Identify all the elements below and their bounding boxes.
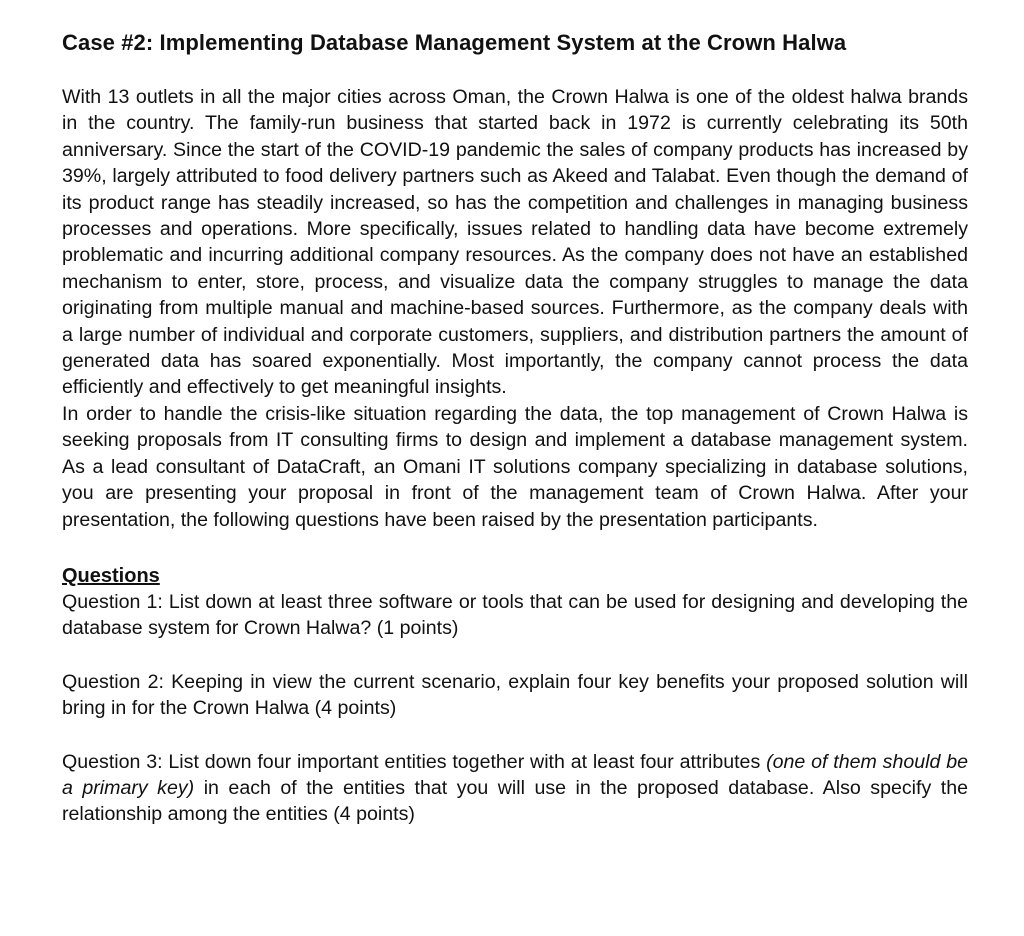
- question-2: Question 2: Keeping in view the current scenario, explain four key benefits your proposed solution will bring in for the Crown Halwa (4 points): [62, 670, 968, 720]
- question-3: [62, 749, 968, 828]
- question-3-text-end: in each of the entities that you will use in the proposed database. Also specify the relationship among the entities (4 points): [62, 776, 968, 826]
- document-title: Case #2: Implementing Database Management System at the Crown Halwa: [62, 30, 847, 55]
- question-1: Question 1: List down at least three software or tools that can be used for designing and developing the database system for Crown Halwa? (1 points): [62, 590, 968, 640]
- case-paragraph-2: In order to handle the crisis-like situation regarding the data, the top management of Crown Halwa is seeking proposals from IT consulting firms to design and implement a database management system. As a lead consultant of DataCraft, an Omani IT solutions company specializing in database solutions, you are presenting your proposal in front of the management team of Crown Halwa. After your presentation, the following questions have been raised by the presentation participants.: [62, 402, 968, 531]
- question-3-text-start: Question 3: List down four important entities together with at least four attributes: [62, 750, 767, 773]
- case-paragraph-1: With 13 outlets in all the major cities across Oman, the Crown Halwa is one of the oldest halwa brands in the country. The family-run business that started back in 1972 is currently celebrating its 50th anniversary. Since the start of the COVID-19 pandemic the sales of company products has increased by 39%, largely attributed to food delivery partners such as Akeed and Talabat. Even though the demand of its product range has steadily increased, so has the competition and challenges in managing business processes and operations. More specifically, issues related to handling data have become extremely problematic and incurring additional company resources. As the company does not have an established mechanism to enter, store, process, and visualize data the company struggles to manage the data originating from multiple manual and machine-based sources. Furthermore, as the company deals with a large number of individual and corporate customers, suppliers, and distribution partners the amount of generated data has soared exponentially. Most importantly, the company cannot process the data efficiently and effectively to get meaningful insights.: [62, 86, 968, 399]
- questions-heading: Questions: [62, 564, 160, 587]
- question-3-italic-note: (one of them should be a primary key): [62, 750, 968, 799]
